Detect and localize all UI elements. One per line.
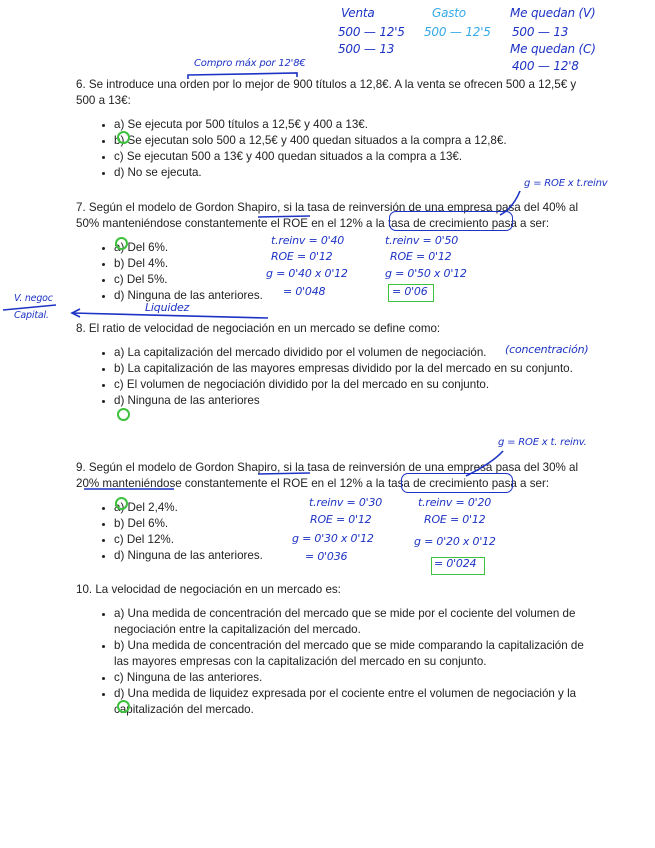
q9-crecimiento-box xyxy=(401,473,513,493)
question-8-option-c: • c) El volumen de negociación dividido por la del mercado en su conjunto. xyxy=(114,377,596,393)
q9-note-left-line1: t.reinv = 0'30 xyxy=(309,496,383,509)
q7-note-right-line3: g = 0'50 x 0'12 xyxy=(385,267,467,280)
q6-note-venta-line1: 500 — 12'5 xyxy=(338,25,405,39)
question-7-option-d: • d) Ninguna de las anteriores. xyxy=(114,288,586,304)
question-6-prompt: 6. Se introduce una orden por lo mejor de 900 títulos a 12,8€. A la venta se ofrecen 500 a 12,5€ y 500 a 13€: xyxy=(76,78,577,107)
q6-note-quedan-c-line1: 400 — 12'8 xyxy=(512,59,579,73)
q6-note-gasto-line1: 500 — 12'5 xyxy=(424,25,491,39)
question-8-option-b: • b) La capitalización de las mayores empresas dividido por la del mercado en su conjunto. xyxy=(114,361,596,377)
q9-note-right-line3: g = 0'20 x 0'12 xyxy=(414,535,496,548)
q9-note-right-line2: ROE = 0'12 xyxy=(424,513,486,526)
q6-note-venta-line2: 500 — 13 xyxy=(338,42,395,56)
question-6-option-c: • c) Se ejecutan 500 a 13€ y 400 quedan situados a la compra a 13€. xyxy=(114,149,586,165)
q9-note-left-line2: ROE = 0'12 xyxy=(310,513,372,526)
question-6-option-a: • a) Se ejecuta por 500 títulos a 12,5€ y 400 a 13€. xyxy=(114,117,586,133)
q10-selected-answer-circle xyxy=(117,700,130,713)
q7-note-formula: g = ROE x t.reinv xyxy=(524,178,608,189)
question-7-option-c: • c) Del 5%. xyxy=(114,272,586,288)
q6-note-gasto-title: Gasto xyxy=(432,6,466,20)
question-6 xyxy=(76,77,586,181)
q8-note-fraction-denominator: Capital. xyxy=(14,310,49,321)
q6-selected-answer-circle xyxy=(117,131,130,144)
q7-note-right-line2: ROE = 0'12 xyxy=(390,250,452,263)
q7-selected-answer-circle xyxy=(115,237,128,250)
q7-note-left-line3: g = 0'40 x 0'12 xyxy=(266,267,348,280)
q8-arrowhead xyxy=(72,309,80,317)
question-10-options xyxy=(76,606,586,718)
q7-crecimiento-box xyxy=(389,211,513,231)
question-10 xyxy=(76,582,586,718)
q6-note-quedan-v-line1: 500 — 13 xyxy=(512,25,569,39)
question-7-prompt: 7. Según el modelo de Gordon Shapiro, si la tasa de reinversión de una empresa pasa del 40% al 50% manteniéndose constantemente el ROE en el 12% a la tasa de crecimiento pasa a ser: xyxy=(76,201,579,230)
q9-selected-answer-circle xyxy=(115,497,128,510)
question-10-option-d: • d) Una medida de liquidez expresada por el cociente entre el volumen de negociación y la capitalización del mercado. xyxy=(114,686,586,718)
q7-note-left-line1: t.reinv = 0'40 xyxy=(271,234,345,247)
question-7-option-b: • b) Del 4%. xyxy=(114,256,586,272)
q6-note-venta-title: Venta xyxy=(341,6,375,20)
q6-note-quedan-v-title: Me quedan (V) xyxy=(510,6,596,20)
question-10-option-b: • b) Una medida de concentración del mercado que se mide comparando la capitalización de las mayores empresas con la capitalización del mercado en su conjunto. xyxy=(114,638,586,670)
question-9-option-a: • a) Del 2,4%. xyxy=(114,500,586,516)
question-8-prompt: 8. El ratio de velocidad de negociación en un mercado se define como: xyxy=(76,322,441,335)
q9-note-right-result: = 0'024 xyxy=(434,557,477,570)
question-9-option-d: • d) Ninguna de las anteriores. xyxy=(114,548,586,564)
q6-note-quedan-c-title: Me quedan (C) xyxy=(510,42,596,56)
q9-note-left-line3: g = 0'30 x 0'12 xyxy=(292,532,374,545)
question-9-prompt: 9. Según el modelo de Gordon Shapiro, si la tasa de reinversión de una empresa pasa del 30% al 20% manteniéndose constantemente el ROE en el 12% a la tasa de crecimiento pasa a ser: xyxy=(76,461,579,490)
q8-note-liquidez: Liquidez xyxy=(145,301,190,314)
question-10-option-c: • c) Ninguna de las anteriores. xyxy=(114,670,586,686)
question-6-option-d: • d) No se ejecuta. xyxy=(114,165,586,181)
question-8-option-d: • d) Ninguna de las anteriores xyxy=(114,393,596,409)
q6-note-compra-max: Compro máx por 12'8€ xyxy=(194,58,306,69)
question-8-option-a: • a) La capitalización del mercado dividido por el volumen de negociación. xyxy=(114,345,596,361)
question-6-option-b: • b) Se ejecutan solo 500 a 12,5€ y 400 quedan situados a la compra a 12,8€. xyxy=(114,133,586,149)
question-10-option-a: • a) Una medida de concentración del mercado que se mide por el cociente del volumen de negociación entre la capitalización del mercado. xyxy=(114,606,586,638)
q8-note-fraction-numerator: V. negoc xyxy=(14,293,53,304)
q8-note-concentracion: (concentración) xyxy=(505,343,589,356)
q9-note-right-line1: t.reinv = 0'20 xyxy=(418,496,492,509)
question-8 xyxy=(76,321,596,409)
q7-note-left-line4: = 0'048 xyxy=(283,285,326,298)
question-9-option-c: • c) Del 12%. xyxy=(114,532,586,548)
question-6-options xyxy=(76,117,586,181)
question-9-option-b: • b) Del 6%. xyxy=(114,516,586,532)
q7-note-right-line1: t.reinv = 0'50 xyxy=(385,234,459,247)
q9-note-formula: g = ROE x t. reinv. xyxy=(498,437,587,448)
q9-note-left-line4: = 0'036 xyxy=(305,550,348,563)
question-7-option-a: • a) Del 6%. xyxy=(114,240,586,256)
q7-note-right-result: = 0'06 xyxy=(392,285,428,298)
q8-selected-answer-circle xyxy=(117,408,130,421)
question-10-prompt: 10. La velocidad de negociación en un mercado es: xyxy=(76,583,341,596)
q7-note-left-line2: ROE = 0'12 xyxy=(271,250,333,263)
